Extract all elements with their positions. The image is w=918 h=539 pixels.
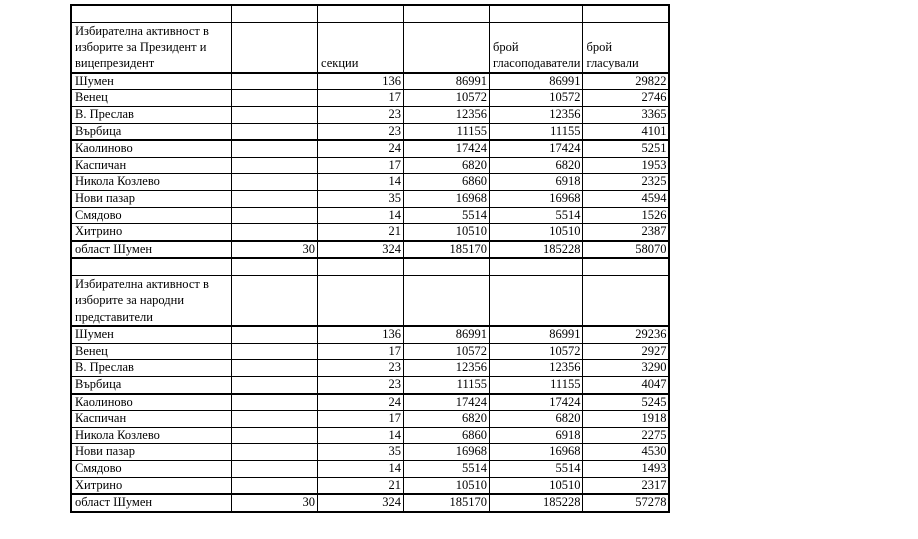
value-cell[interactable]: 6820 — [404, 157, 490, 174]
section2-header-row — [71, 275, 669, 326]
value-cell[interactable]: 6860 — [404, 427, 490, 444]
value-cell[interactable]: 1526 — [583, 207, 670, 224]
value-cell[interactable]: 2325 — [583, 174, 670, 191]
value-cell[interactable]: 10510 — [490, 477, 583, 494]
municipality-cell[interactable]: Венец — [71, 90, 232, 107]
municipality-cell[interactable]: Смядово — [71, 207, 232, 224]
value-cell[interactable]: 11155 — [404, 376, 490, 393]
value-cell[interactable] — [232, 107, 318, 124]
value-cell[interactable]: 6918 — [490, 427, 583, 444]
municipality-cell[interactable]: Шумен — [71, 73, 232, 90]
municipality-cell[interactable]: Каспичан — [71, 157, 232, 174]
cell[interactable] — [71, 258, 232, 275]
cell[interactable] — [404, 5, 490, 22]
sections-header[interactable]: секции — [318, 22, 404, 73]
cell[interactable] — [232, 275, 318, 326]
municipality-cell[interactable]: Венец — [71, 343, 232, 360]
value-cell[interactable]: 17 — [318, 90, 404, 107]
value-cell[interactable]: 17 — [318, 343, 404, 360]
table-row — [71, 411, 669, 428]
value-cell[interactable]: 14 — [318, 427, 404, 444]
value-cell[interactable] — [232, 411, 318, 428]
value-cell[interactable]: 136 — [318, 326, 404, 343]
value-cell[interactable]: 1493 — [583, 460, 670, 477]
municipality-cell[interactable]: Хитрино — [71, 477, 232, 494]
value-cell[interactable]: 6820 — [404, 411, 490, 428]
value-cell[interactable]: 185228 — [490, 241, 583, 259]
table-row — [71, 494, 669, 512]
value-cell[interactable]: 86991 — [490, 326, 583, 343]
value-cell[interactable]: 12356 — [404, 360, 490, 377]
cell[interactable] — [404, 275, 490, 326]
cell[interactable] — [232, 258, 318, 275]
table-row — [71, 326, 669, 343]
value-cell[interactable]: 11155 — [490, 123, 583, 140]
value-cell[interactable] — [232, 123, 318, 140]
voted-header[interactable]: брой гласували — [583, 22, 670, 73]
value-cell[interactable] — [232, 140, 318, 157]
value-cell[interactable]: 30 — [232, 241, 318, 259]
municipality-cell[interactable]: Върбица — [71, 123, 232, 140]
value-cell[interactable] — [232, 460, 318, 477]
cell[interactable] — [318, 258, 404, 275]
value-cell[interactable]: 5245 — [583, 394, 670, 411]
value-cell[interactable]: 17424 — [490, 394, 583, 411]
value-cell[interactable]: 12356 — [490, 107, 583, 124]
value-cell[interactable]: 10572 — [490, 90, 583, 107]
value-cell[interactable]: 17424 — [490, 140, 583, 157]
value-cell[interactable]: 86991 — [404, 326, 490, 343]
value-cell[interactable]: 10510 — [490, 224, 583, 241]
value-cell[interactable]: 2387 — [583, 224, 670, 241]
value-cell[interactable]: 185170 — [404, 494, 490, 512]
table-row — [71, 427, 669, 444]
cell[interactable] — [318, 275, 404, 326]
value-cell[interactable]: 1918 — [583, 411, 670, 428]
blank-row — [71, 258, 669, 275]
value-cell[interactable]: 3365 — [583, 107, 670, 124]
value-cell[interactable]: 57278 — [583, 494, 670, 512]
table-row — [71, 107, 669, 124]
voters-header[interactable]: брой гласоподаватели — [490, 22, 583, 73]
value-cell[interactable] — [232, 224, 318, 241]
table-row — [71, 224, 669, 241]
value-cell[interactable]: 6860 — [404, 174, 490, 191]
value-cell[interactable]: 23 — [318, 107, 404, 124]
value-cell[interactable]: 86991 — [404, 73, 490, 90]
value-cell[interactable]: 5514 — [404, 460, 490, 477]
value-cell[interactable]: 16968 — [404, 444, 490, 461]
value-cell[interactable]: 2927 — [583, 343, 670, 360]
value-cell[interactable]: 16968 — [490, 190, 583, 207]
cell[interactable] — [232, 5, 318, 22]
municipality-cell[interactable]: Нови пазар — [71, 444, 232, 461]
value-cell[interactable]: 35 — [318, 190, 404, 207]
table-row — [71, 174, 669, 191]
section2-title[interactable]: Избирателна активност в изборите за народни представители — [71, 275, 232, 326]
cell[interactable] — [490, 5, 583, 22]
value-cell[interactable]: 5514 — [404, 207, 490, 224]
value-cell[interactable]: 185228 — [490, 494, 583, 512]
value-cell[interactable]: 2317 — [583, 477, 670, 494]
cell[interactable] — [583, 5, 670, 22]
value-cell[interactable]: 17424 — [404, 140, 490, 157]
table-row — [71, 360, 669, 377]
municipality-cell[interactable]: Никола Козлево — [71, 427, 232, 444]
municipality-cell[interactable]: Каолиново — [71, 140, 232, 157]
table-row — [71, 157, 669, 174]
value-cell[interactable]: 2275 — [583, 427, 670, 444]
value-cell[interactable] — [232, 174, 318, 191]
value-cell[interactable] — [232, 427, 318, 444]
section1-title[interactable]: Избирателна активност в изборите за Президент и вицепрезидент — [71, 22, 232, 73]
blank-row — [71, 5, 669, 22]
value-cell[interactable]: 10510 — [404, 477, 490, 494]
municipality-cell[interactable]: Шумен — [71, 326, 232, 343]
value-cell[interactable]: 21 — [318, 224, 404, 241]
value-cell[interactable]: 4047 — [583, 376, 670, 393]
value-cell[interactable]: 86991 — [490, 73, 583, 90]
table-row — [71, 207, 669, 224]
cell[interactable] — [490, 258, 583, 275]
municipality-cell[interactable]: Каспичан — [71, 411, 232, 428]
table-row — [71, 394, 669, 411]
value-cell[interactable]: 11155 — [490, 376, 583, 393]
municipality-cell[interactable]: Смядово — [71, 460, 232, 477]
table-row — [71, 90, 669, 107]
municipality-cell[interactable]: област Шумен — [71, 494, 232, 512]
value-cell[interactable]: 14 — [318, 174, 404, 191]
value-cell[interactable] — [232, 73, 318, 90]
value-cell[interactable]: 35 — [318, 444, 404, 461]
value-cell[interactable]: 136 — [318, 73, 404, 90]
value-cell[interactable]: 324 — [318, 241, 404, 259]
value-cell[interactable] — [232, 444, 318, 461]
value-cell[interactable]: 14 — [318, 207, 404, 224]
value-cell[interactable]: 4594 — [583, 190, 670, 207]
cell[interactable] — [583, 275, 670, 326]
municipality-cell[interactable]: В. Преслав — [71, 360, 232, 377]
table-row — [71, 123, 669, 140]
value-cell[interactable] — [232, 477, 318, 494]
value-cell[interactable]: 4530 — [583, 444, 670, 461]
table-row — [71, 73, 669, 90]
table-row — [71, 190, 669, 207]
value-cell[interactable]: 16968 — [490, 444, 583, 461]
value-cell[interactable] — [232, 90, 318, 107]
value-cell[interactable] — [232, 157, 318, 174]
value-cell[interactable]: 2746 — [583, 90, 670, 107]
value-cell[interactable] — [232, 376, 318, 393]
value-cell[interactable]: 6820 — [490, 411, 583, 428]
value-cell[interactable]: 16968 — [404, 190, 490, 207]
value-cell[interactable]: 5514 — [490, 460, 583, 477]
value-cell[interactable]: 30 — [232, 494, 318, 512]
value-cell[interactable]: 11155 — [404, 123, 490, 140]
value-cell[interactable]: 24 — [318, 394, 404, 411]
value-cell[interactable]: 5514 — [490, 207, 583, 224]
value-cell[interactable]: 12356 — [404, 107, 490, 124]
municipality-cell[interactable]: Каолиново — [71, 394, 232, 411]
value-cell[interactable]: 14 — [318, 460, 404, 477]
municipality-cell[interactable]: В. Преслав — [71, 107, 232, 124]
value-cell[interactable]: 24 — [318, 140, 404, 157]
value-cell[interactable]: 17 — [318, 411, 404, 428]
value-cell[interactable]: 23 — [318, 376, 404, 393]
value-cell[interactable]: 10572 — [404, 90, 490, 107]
value-cell[interactable]: 1953 — [583, 157, 670, 174]
value-cell[interactable] — [232, 190, 318, 207]
value-cell[interactable] — [232, 360, 318, 377]
value-cell[interactable]: 324 — [318, 494, 404, 512]
cell[interactable] — [404, 22, 490, 73]
cell[interactable] — [71, 5, 232, 22]
value-cell[interactable]: 6918 — [490, 174, 583, 191]
value-cell[interactable]: 23 — [318, 360, 404, 377]
table-row — [71, 376, 669, 393]
municipality-cell[interactable]: Нови пазар — [71, 190, 232, 207]
value-cell[interactable]: 12356 — [490, 360, 583, 377]
municipality-cell[interactable]: Върбица — [71, 376, 232, 393]
value-cell[interactable]: 3290 — [583, 360, 670, 377]
value-cell[interactable] — [232, 326, 318, 343]
value-cell[interactable]: 23 — [318, 123, 404, 140]
table-row — [71, 140, 669, 157]
value-cell[interactable]: 4101 — [583, 123, 670, 140]
value-cell[interactable] — [232, 207, 318, 224]
cell[interactable] — [232, 22, 318, 73]
value-cell[interactable]: 10572 — [490, 343, 583, 360]
table-row — [71, 241, 669, 259]
table-row — [71, 444, 669, 461]
value-cell[interactable]: 185170 — [404, 241, 490, 259]
municipality-cell[interactable]: Хитрино — [71, 224, 232, 241]
value-cell[interactable]: 58070 — [583, 241, 670, 259]
cell[interactable] — [318, 5, 404, 22]
value-cell[interactable]: 29822 — [583, 73, 670, 90]
cell[interactable] — [490, 275, 583, 326]
value-cell[interactable]: 10510 — [404, 224, 490, 241]
cell[interactable] — [404, 258, 490, 275]
value-cell[interactable]: 17 — [318, 157, 404, 174]
value-cell[interactable]: 29236 — [583, 326, 670, 343]
election-turnout-table — [70, 4, 670, 513]
value-cell[interactable] — [232, 343, 318, 360]
value-cell[interactable] — [232, 394, 318, 411]
cell[interactable] — [583, 258, 670, 275]
value-cell[interactable]: 17424 — [404, 394, 490, 411]
value-cell[interactable]: 5251 — [583, 140, 670, 157]
table-row — [71, 477, 669, 494]
value-cell[interactable]: 21 — [318, 477, 404, 494]
section1-header-row — [71, 22, 669, 73]
municipality-cell[interactable]: Никола Козлево — [71, 174, 232, 191]
table-row — [71, 460, 669, 477]
value-cell[interactable]: 6820 — [490, 157, 583, 174]
municipality-cell[interactable]: област Шумен — [71, 241, 232, 259]
value-cell[interactable]: 10572 — [404, 343, 490, 360]
table-row — [71, 343, 669, 360]
